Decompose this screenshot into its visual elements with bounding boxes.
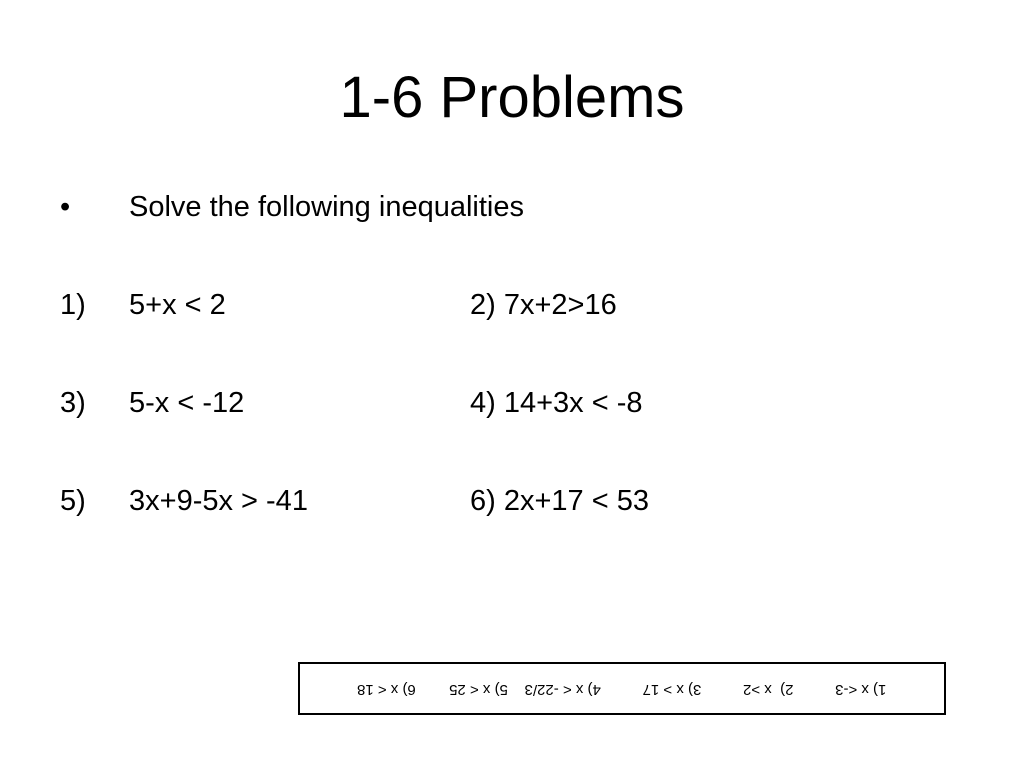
problem-2: 2) 7x+2>16	[470, 289, 617, 321]
problem-1-expression: 5+x < 2	[129, 289, 226, 321]
problem-5-number: 5)	[60, 485, 86, 517]
problem-3-number: 3)	[60, 387, 86, 419]
instruction-text: Solve the following inequalities	[129, 191, 524, 223]
answer-key-box	[298, 662, 946, 715]
problem-3-expression: 5-x < -12	[129, 387, 245, 419]
problem-1-number: 1)	[60, 289, 86, 321]
bullet-marker: •	[60, 191, 71, 223]
problem-6: 6) 2x+17 < 53	[470, 485, 649, 517]
problem-5-expression: 3x+9-5x > -41	[129, 485, 308, 517]
problem-4: 4) 14+3x < -8	[470, 387, 643, 419]
page-title: 1-6 Problems	[339, 65, 685, 130]
answer-key-text: 1) x <-3 2) x >2 3) x > 17 4) x < -22/3 5) x < 25 6) x < 18	[357, 680, 887, 698]
